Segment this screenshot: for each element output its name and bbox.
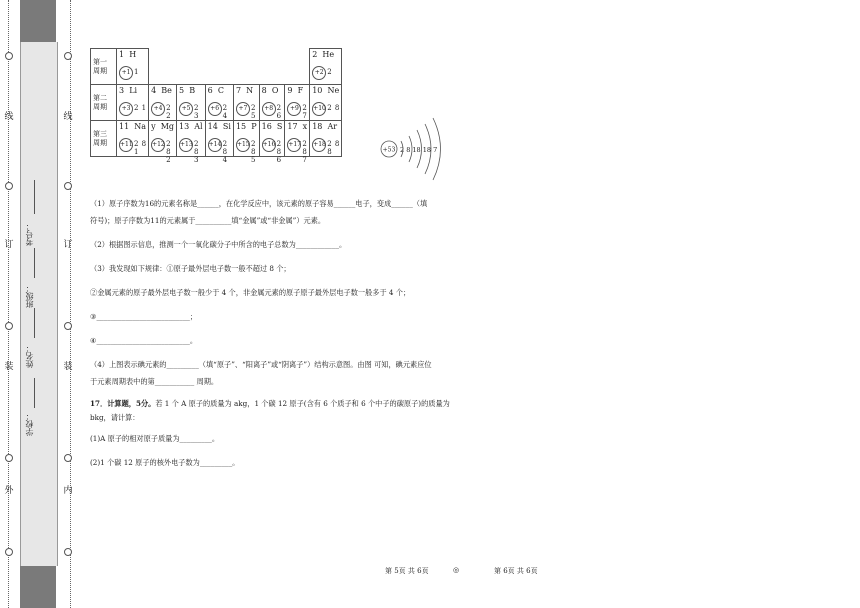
nucleus: +16 <box>262 138 276 152</box>
period-1-row <box>91 49 342 85</box>
element-symbol: H <box>129 50 137 59</box>
electron-shells: 2 2 <box>166 104 172 120</box>
element-symbol: Ar <box>327 122 338 131</box>
nucleus: +13 <box>179 138 193 152</box>
iodine-structure-diagram <box>375 112 455 182</box>
electron-shells: 2 1 <box>134 104 147 112</box>
binding-hole <box>64 322 72 330</box>
element-symbol: Li <box>129 86 138 95</box>
element-cell <box>149 85 177 121</box>
binding-char: 装 <box>4 362 14 372</box>
nucleus: +9 <box>287 102 301 116</box>
school-label: 学校： <box>25 412 34 436</box>
element-cell <box>117 85 149 121</box>
iodine-shells: 2 8 18 18 7 <box>400 146 438 154</box>
atomic-number: 8 <box>261 86 267 95</box>
element-cell <box>177 85 206 121</box>
q17-a: (1)A 原子的相对原子质量为_________。 <box>90 434 220 443</box>
electron-shells: 2 8 2 <box>166 140 172 164</box>
atomic-number: 4 <box>151 86 157 95</box>
element-cell <box>205 121 233 164</box>
element-cell <box>149 121 177 164</box>
q3-rule4: ④__________________________。 <box>90 336 198 345</box>
period-label: 第一 周期 <box>91 49 117 85</box>
electron-shells: 2 8 <box>327 104 340 112</box>
element-cell <box>310 121 342 157</box>
nucleus: +17 <box>287 138 301 152</box>
q2: （2）根据图示信息，推测一个一氧化碳分子中所含的电子总数为____________。 <box>90 240 347 249</box>
q1-line2: 符号)；原子序数为11的元素属于__________填“金属”或“非金属”）元素。 <box>90 216 326 225</box>
element-cell <box>117 49 149 85</box>
q1-line1: （1）原子序数为16的元素名称是______，在化学反应中，该元素的原子容易______电子，变成______（填 <box>90 199 428 208</box>
element-cell <box>310 85 342 121</box>
nucleus: +6 <box>208 102 222 116</box>
binding-hole <box>64 52 72 60</box>
atomic-number: 14 <box>207 122 218 131</box>
nucleus: +7 <box>236 102 250 116</box>
page-number-left: 第 5页 共 6页 <box>385 567 429 575</box>
electron-shells: 2 6 <box>276 104 282 120</box>
exam-no-field-line[interactable] <box>34 180 35 214</box>
element-symbol: F <box>297 86 304 95</box>
q17-line2: bkg，请计算： <box>90 413 140 422</box>
atomic-number: y <box>151 122 156 131</box>
element-cell <box>233 121 259 164</box>
nucleus: +3 <box>119 102 133 116</box>
nucleus: +5 <box>179 102 193 116</box>
q17-text: 若 1 个 A 原子的质量为 akg，1 个碳 12 原子(含有 6 个质子和 6 个中子的碳原子)的质量为 <box>155 399 450 408</box>
element-cell <box>259 121 285 164</box>
element-symbol: Si <box>222 122 231 131</box>
electron-shells: 2 <box>327 68 333 76</box>
q17-line1 <box>90 399 450 409</box>
atomic-number: 9 <box>287 86 293 95</box>
binding-char: 线 <box>63 112 73 122</box>
element-symbol: Al <box>194 122 203 131</box>
q4-line1: （4）上图表示碘元素的_________（填“原子”、“阳离子”或“阴离子”）结构示意图。由图 可知，碘元素应位 <box>90 360 432 369</box>
element-cell <box>259 85 285 121</box>
atomic-number: 15 <box>235 122 247 131</box>
element-symbol: B <box>189 86 196 95</box>
element-cell <box>285 121 310 164</box>
binding-hole <box>5 182 13 190</box>
nucleus: +12 <box>151 138 165 152</box>
cut-line-outer <box>8 0 9 608</box>
electron-shells: 2 8 4 <box>222 140 228 164</box>
nucleus: +11 <box>119 138 133 152</box>
atomic-number: 17 <box>287 122 298 131</box>
nucleus: +15 <box>236 138 250 152</box>
binding-hole <box>5 322 13 330</box>
element-cell <box>205 85 233 121</box>
q4-line2: 于元素周期表中的第___________ 周期。 <box>90 377 219 386</box>
element-symbol: Be <box>161 86 172 95</box>
nucleus: +18 <box>312 138 326 152</box>
electron-shells: 2 5 <box>250 104 256 120</box>
electron-shells: 2 8 5 <box>250 140 256 164</box>
period-label: 第二 周期 <box>91 85 117 121</box>
binding-margin <box>0 0 76 608</box>
binding-char: 装 <box>63 362 73 372</box>
element-symbol: Mg <box>160 122 174 131</box>
atomic-number: 1 <box>119 50 125 59</box>
electron-shells: 1 <box>134 68 139 76</box>
binding-char: 内 <box>63 486 73 496</box>
element-cell <box>117 121 149 157</box>
element-symbol: O <box>271 86 279 95</box>
electron-shells: 2 7 <box>302 104 308 120</box>
element-symbol: x <box>302 122 308 131</box>
atomic-number: 5 <box>179 86 185 95</box>
q17-b: (2)1 个碳 12 原子的核外电子数为_________。 <box>90 458 240 467</box>
cut-line-inner <box>70 0 71 608</box>
binding-hole <box>64 548 72 556</box>
atomic-number: 13 <box>179 122 190 131</box>
element-symbol: Na <box>134 122 147 131</box>
binding-gray-top <box>20 0 56 42</box>
binding-hole <box>64 454 72 462</box>
electron-shells: 2 8 7 <box>302 140 308 164</box>
page-number-right: 第 6页 共 6页 <box>494 567 538 575</box>
element-symbol: S <box>276 122 283 131</box>
nucleus: +4 <box>151 102 165 116</box>
atomic-number: 11 <box>119 122 130 131</box>
class-field-line[interactable] <box>34 248 35 278</box>
binding-char: 订 <box>4 240 14 250</box>
nucleus: +8 <box>262 102 276 116</box>
electron-shells: 2 3 <box>194 104 199 120</box>
class-label: 班级： <box>25 284 34 308</box>
element-symbol: Ne <box>327 86 340 95</box>
atomic-number: 7 <box>235 86 242 95</box>
element-cell <box>177 121 206 164</box>
page-separator-icon: ◎ <box>453 566 460 574</box>
element-cell <box>310 49 342 85</box>
element-cell <box>285 85 310 121</box>
period-label: 第三 周期 <box>91 121 117 157</box>
electron-shells: 2 8 8 <box>327 140 340 156</box>
iodine-nucleus: +53 <box>382 146 396 154</box>
nucleus: +1 <box>119 66 133 80</box>
binding-gray-bottom <box>20 566 56 608</box>
atomic-number: 3 <box>119 86 125 95</box>
q3-rule2: ②金属元素的原子最外层电子数一般少于 4 个，非金属元素的原子原子最外层电子数一般多于 4 个； <box>90 288 411 297</box>
nucleus: +14 <box>208 138 222 152</box>
element-symbol: P <box>251 122 257 131</box>
electron-shells: 2 8 6 <box>276 140 282 164</box>
q3-rule3: ③__________________________； <box>90 312 198 321</box>
electron-shells: 2 8 1 <box>134 140 147 156</box>
period-3-row <box>91 121 342 157</box>
atomic-number: 2 <box>312 50 318 59</box>
binding-char: 外 <box>4 486 14 496</box>
period-2-row <box>91 85 342 121</box>
name-label: 姓名： <box>25 344 34 368</box>
atomic-number: 18 <box>312 122 323 131</box>
electron-shells: 2 8 3 <box>194 140 199 164</box>
element-symbol: N <box>246 86 254 95</box>
nucleus: +2 <box>312 66 326 80</box>
binding-char: 线 <box>4 112 14 122</box>
q17-heading: 17．计算题，5分。 <box>90 399 156 408</box>
binding-hole <box>5 454 13 462</box>
binding-char: 订 <box>63 240 73 250</box>
atomic-number: 10 <box>312 86 323 95</box>
exam-no-label: 考号： <box>25 222 34 246</box>
element-symbol: He <box>322 50 335 59</box>
element-symbol: C <box>217 86 224 95</box>
element-cell <box>233 85 259 121</box>
periodic-table <box>90 48 342 164</box>
electron-shells: 2 4 <box>222 104 228 120</box>
nucleus: +10 <box>312 102 326 116</box>
binding-hole <box>64 182 72 190</box>
binding-hole <box>5 548 13 556</box>
binding-hole <box>5 52 13 60</box>
q3: （3）我发现如下规律：①原子最外层电子数一般不超过 8 个； <box>90 264 291 273</box>
name-field-line[interactable] <box>34 308 35 338</box>
atomic-number: 16 <box>261 122 272 131</box>
atomic-number: 6 <box>207 86 213 95</box>
school-field-line[interactable] <box>34 378 35 408</box>
